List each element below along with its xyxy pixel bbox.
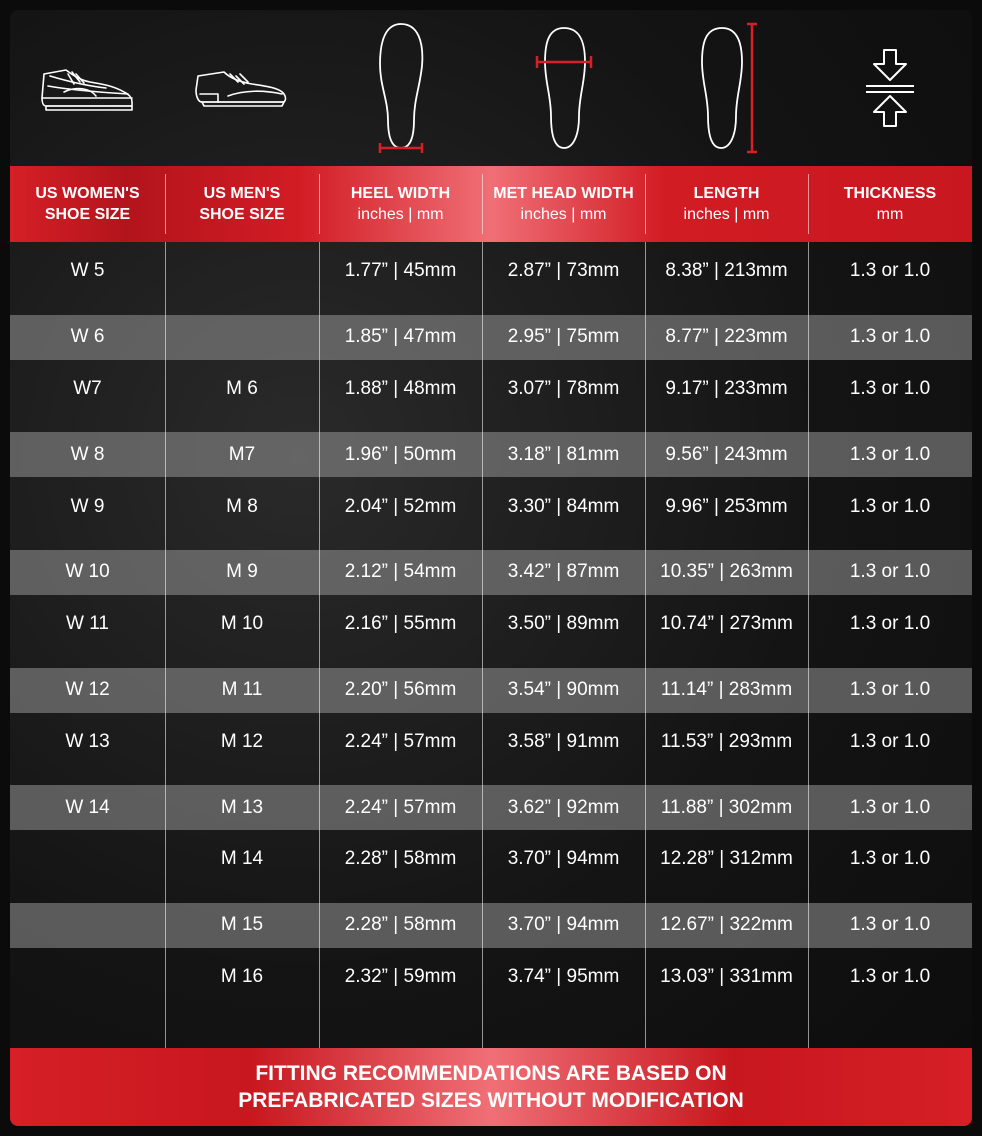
thickness-cell: 1.3 or 1.0 bbox=[849, 914, 931, 936]
heel-width-cell: 1.88” | 48mm bbox=[344, 377, 457, 399]
met-head-width-cell: 3.70” | 94mm bbox=[507, 914, 620, 936]
met-head-width-cell: 3.50” | 89mm bbox=[507, 613, 620, 635]
table-row bbox=[10, 315, 972, 360]
met-head-width-cell: 3.62” | 92mm bbox=[507, 796, 620, 818]
length-cell: 12.67” | 322mm bbox=[660, 914, 793, 936]
met-head-width-cell: 2.95” | 75mm bbox=[507, 326, 620, 348]
table-body bbox=[10, 242, 972, 1048]
length-cell: 9.17” | 233mm bbox=[665, 377, 788, 399]
womens-size-cell: W 5 bbox=[70, 260, 105, 282]
header-divider bbox=[319, 174, 320, 234]
header-title: US MEN'S bbox=[203, 185, 281, 202]
heel-width-cell: 1.85” | 47mm bbox=[344, 326, 457, 348]
mens-size-cell: M 9 bbox=[226, 561, 258, 583]
mens-size-cell: M 14 bbox=[220, 848, 264, 870]
heel-width-cell: 2.28” | 58mm bbox=[344, 914, 457, 936]
footer-line-1: FITTING RECOMMENDATIONS ARE BASED ON bbox=[255, 1062, 727, 1085]
thickness-cell: 1.3 or 1.0 bbox=[849, 260, 931, 282]
thickness-cell: 1.3 or 1.0 bbox=[849, 443, 931, 465]
table-row bbox=[10, 242, 972, 301]
table-row bbox=[10, 668, 972, 713]
met-head-width-cell: 2.87” | 73mm bbox=[507, 260, 620, 282]
table-row bbox=[10, 948, 972, 1007]
length-cell: 11.14” | 283mm bbox=[660, 679, 793, 700]
fitting-note-banner bbox=[10, 1048, 972, 1126]
header-mens-size bbox=[165, 166, 319, 242]
heel-width-cell: 2.24” | 57mm bbox=[344, 796, 457, 818]
mens-size-cell bbox=[165, 242, 319, 301]
heel-width-cell: 2.32” | 59mm bbox=[344, 965, 457, 987]
table-row bbox=[10, 432, 972, 477]
header-title: SHOE SIZE bbox=[199, 206, 285, 223]
footer-line-2: PREFABRICATED SIZES WITHOUT MODIFICATION bbox=[238, 1089, 744, 1112]
length-cell: 10.35” | 263mm bbox=[660, 561, 793, 583]
table-row bbox=[10, 712, 972, 771]
met-head-width-cell: 3.58” | 91mm bbox=[507, 730, 620, 752]
thickness-cell: 1.3 or 1.0 bbox=[849, 377, 931, 399]
mens-size-cell: M 13 bbox=[220, 796, 264, 818]
column-divider bbox=[482, 242, 483, 1048]
length-insole-icon bbox=[645, 10, 808, 166]
heel-width-cell: 2.24” | 57mm bbox=[344, 730, 457, 752]
womens-size-cell: W 10 bbox=[65, 561, 110, 583]
womens-size-cell: W 12 bbox=[65, 679, 110, 700]
header-divider bbox=[645, 174, 646, 234]
column-divider bbox=[808, 242, 809, 1048]
length-cell: 8.77” | 223mm bbox=[665, 326, 788, 348]
met-head-width-cell: 3.30” | 84mm bbox=[507, 495, 620, 517]
length-cell: 12.28” | 312mm bbox=[660, 848, 793, 870]
column-divider bbox=[165, 242, 166, 1048]
thickness-cell: 1.3 or 1.0 bbox=[849, 730, 931, 752]
heel-width-cell: 1.96” | 50mm bbox=[344, 443, 457, 465]
met-head-width-cell: 3.54” | 90mm bbox=[507, 679, 620, 700]
mens-size-cell: M 6 bbox=[226, 377, 258, 399]
thickness-cell: 1.3 or 1.0 bbox=[849, 326, 931, 348]
heel-width-cell: 2.20” | 56mm bbox=[344, 679, 457, 700]
header-title: LENGTH bbox=[693, 185, 760, 202]
heel-width-insole-icon bbox=[319, 10, 482, 166]
header-divider bbox=[808, 174, 809, 234]
heel-width-cell: 2.16” | 55mm bbox=[344, 613, 457, 635]
thickness-compress-icon bbox=[808, 10, 972, 166]
thickness-cell: 1.3 or 1.0 bbox=[849, 679, 931, 700]
met-head-width-cell: 3.42” | 87mm bbox=[507, 561, 620, 583]
header-met-head-width bbox=[482, 166, 645, 242]
table-row bbox=[10, 477, 972, 536]
column-divider bbox=[645, 242, 646, 1048]
womens-size-cell: W 14 bbox=[65, 796, 110, 818]
header-title: MET HEAD WIDTH bbox=[493, 185, 634, 202]
thickness-cell: 1.3 or 1.0 bbox=[849, 796, 931, 818]
womens-size-cell: W 6 bbox=[70, 326, 105, 348]
header-title: THICKNESS bbox=[843, 185, 937, 202]
womens-size-cell: W7 bbox=[73, 377, 102, 399]
header-divider bbox=[165, 174, 166, 234]
header-thickness bbox=[808, 166, 972, 242]
table-row bbox=[10, 550, 972, 595]
length-cell: 11.88” | 302mm bbox=[660, 796, 793, 818]
header-units: inches | mm bbox=[683, 206, 770, 223]
mens-size-cell: M7 bbox=[228, 443, 256, 465]
met-head-width-cell: 3.18” | 81mm bbox=[507, 443, 620, 465]
table-row bbox=[10, 903, 972, 948]
womens-size-cell bbox=[10, 830, 165, 889]
mens-size-cell: M 11 bbox=[221, 679, 263, 700]
womens-sneaker-icon bbox=[10, 10, 165, 166]
header-length bbox=[645, 166, 808, 242]
met-head-width-cell: 3.07” | 78mm bbox=[507, 377, 620, 399]
size-chart bbox=[10, 10, 972, 1126]
header-units: mm bbox=[876, 206, 904, 223]
met-head-width-insole-icon bbox=[482, 10, 645, 166]
heel-width-cell: 2.04” | 52mm bbox=[344, 495, 457, 517]
thickness-cell: 1.3 or 1.0 bbox=[849, 495, 931, 517]
length-cell: 11.53” | 293mm bbox=[660, 730, 793, 752]
womens-size-cell: W 8 bbox=[70, 443, 105, 465]
mens-dress-shoe-icon bbox=[165, 10, 319, 166]
header-title: SHOE SIZE bbox=[44, 206, 131, 223]
length-cell: 9.96” | 253mm bbox=[665, 495, 788, 517]
header-heel-width bbox=[319, 166, 482, 242]
heel-width-cell: 2.28” | 58mm bbox=[344, 848, 457, 870]
length-cell: 9.56” | 243mm bbox=[665, 443, 788, 465]
header-title: HEEL WIDTH bbox=[350, 185, 451, 202]
heel-width-cell: 1.77” | 45mm bbox=[344, 260, 457, 282]
icon-row bbox=[10, 10, 972, 166]
mens-size-cell: M 12 bbox=[220, 730, 264, 752]
mens-size-cell: M 16 bbox=[220, 965, 264, 987]
mens-size-cell bbox=[165, 315, 319, 360]
header-units: inches | mm bbox=[520, 206, 607, 223]
column-divider bbox=[319, 242, 320, 1048]
thickness-cell: 1.3 or 1.0 bbox=[849, 561, 931, 583]
header-divider bbox=[482, 174, 483, 234]
table-row bbox=[10, 360, 972, 419]
thickness-cell: 1.3 or 1.0 bbox=[849, 613, 931, 635]
met-head-width-cell: 3.74” | 95mm bbox=[507, 965, 620, 987]
heel-width-cell: 2.12” | 54mm bbox=[344, 561, 457, 583]
met-head-width-cell: 3.70” | 94mm bbox=[507, 848, 620, 870]
length-cell: 10.74” | 273mm bbox=[660, 613, 793, 635]
mens-size-cell: M 8 bbox=[226, 495, 258, 517]
mens-size-cell: M 10 bbox=[220, 613, 264, 635]
header-title: US WOMEN'S bbox=[35, 185, 140, 202]
womens-size-cell: W 11 bbox=[66, 613, 109, 635]
thickness-cell: 1.3 or 1.0 bbox=[849, 965, 931, 987]
table-row bbox=[10, 595, 972, 654]
length-cell: 8.38” | 213mm bbox=[665, 260, 788, 282]
womens-size-cell: W 9 bbox=[70, 495, 105, 517]
header-units: inches | mm bbox=[357, 206, 444, 223]
womens-size-cell bbox=[10, 903, 165, 948]
womens-size-cell: W 13 bbox=[65, 730, 110, 752]
womens-size-cell bbox=[10, 948, 165, 1007]
header-womens-size bbox=[10, 166, 165, 242]
table-row bbox=[10, 785, 972, 830]
mens-size-cell: M 15 bbox=[220, 914, 264, 936]
length-cell: 13.03” | 331mm bbox=[660, 965, 793, 987]
table-header bbox=[10, 166, 972, 242]
table-row bbox=[10, 830, 972, 889]
thickness-cell: 1.3 or 1.0 bbox=[849, 848, 931, 870]
